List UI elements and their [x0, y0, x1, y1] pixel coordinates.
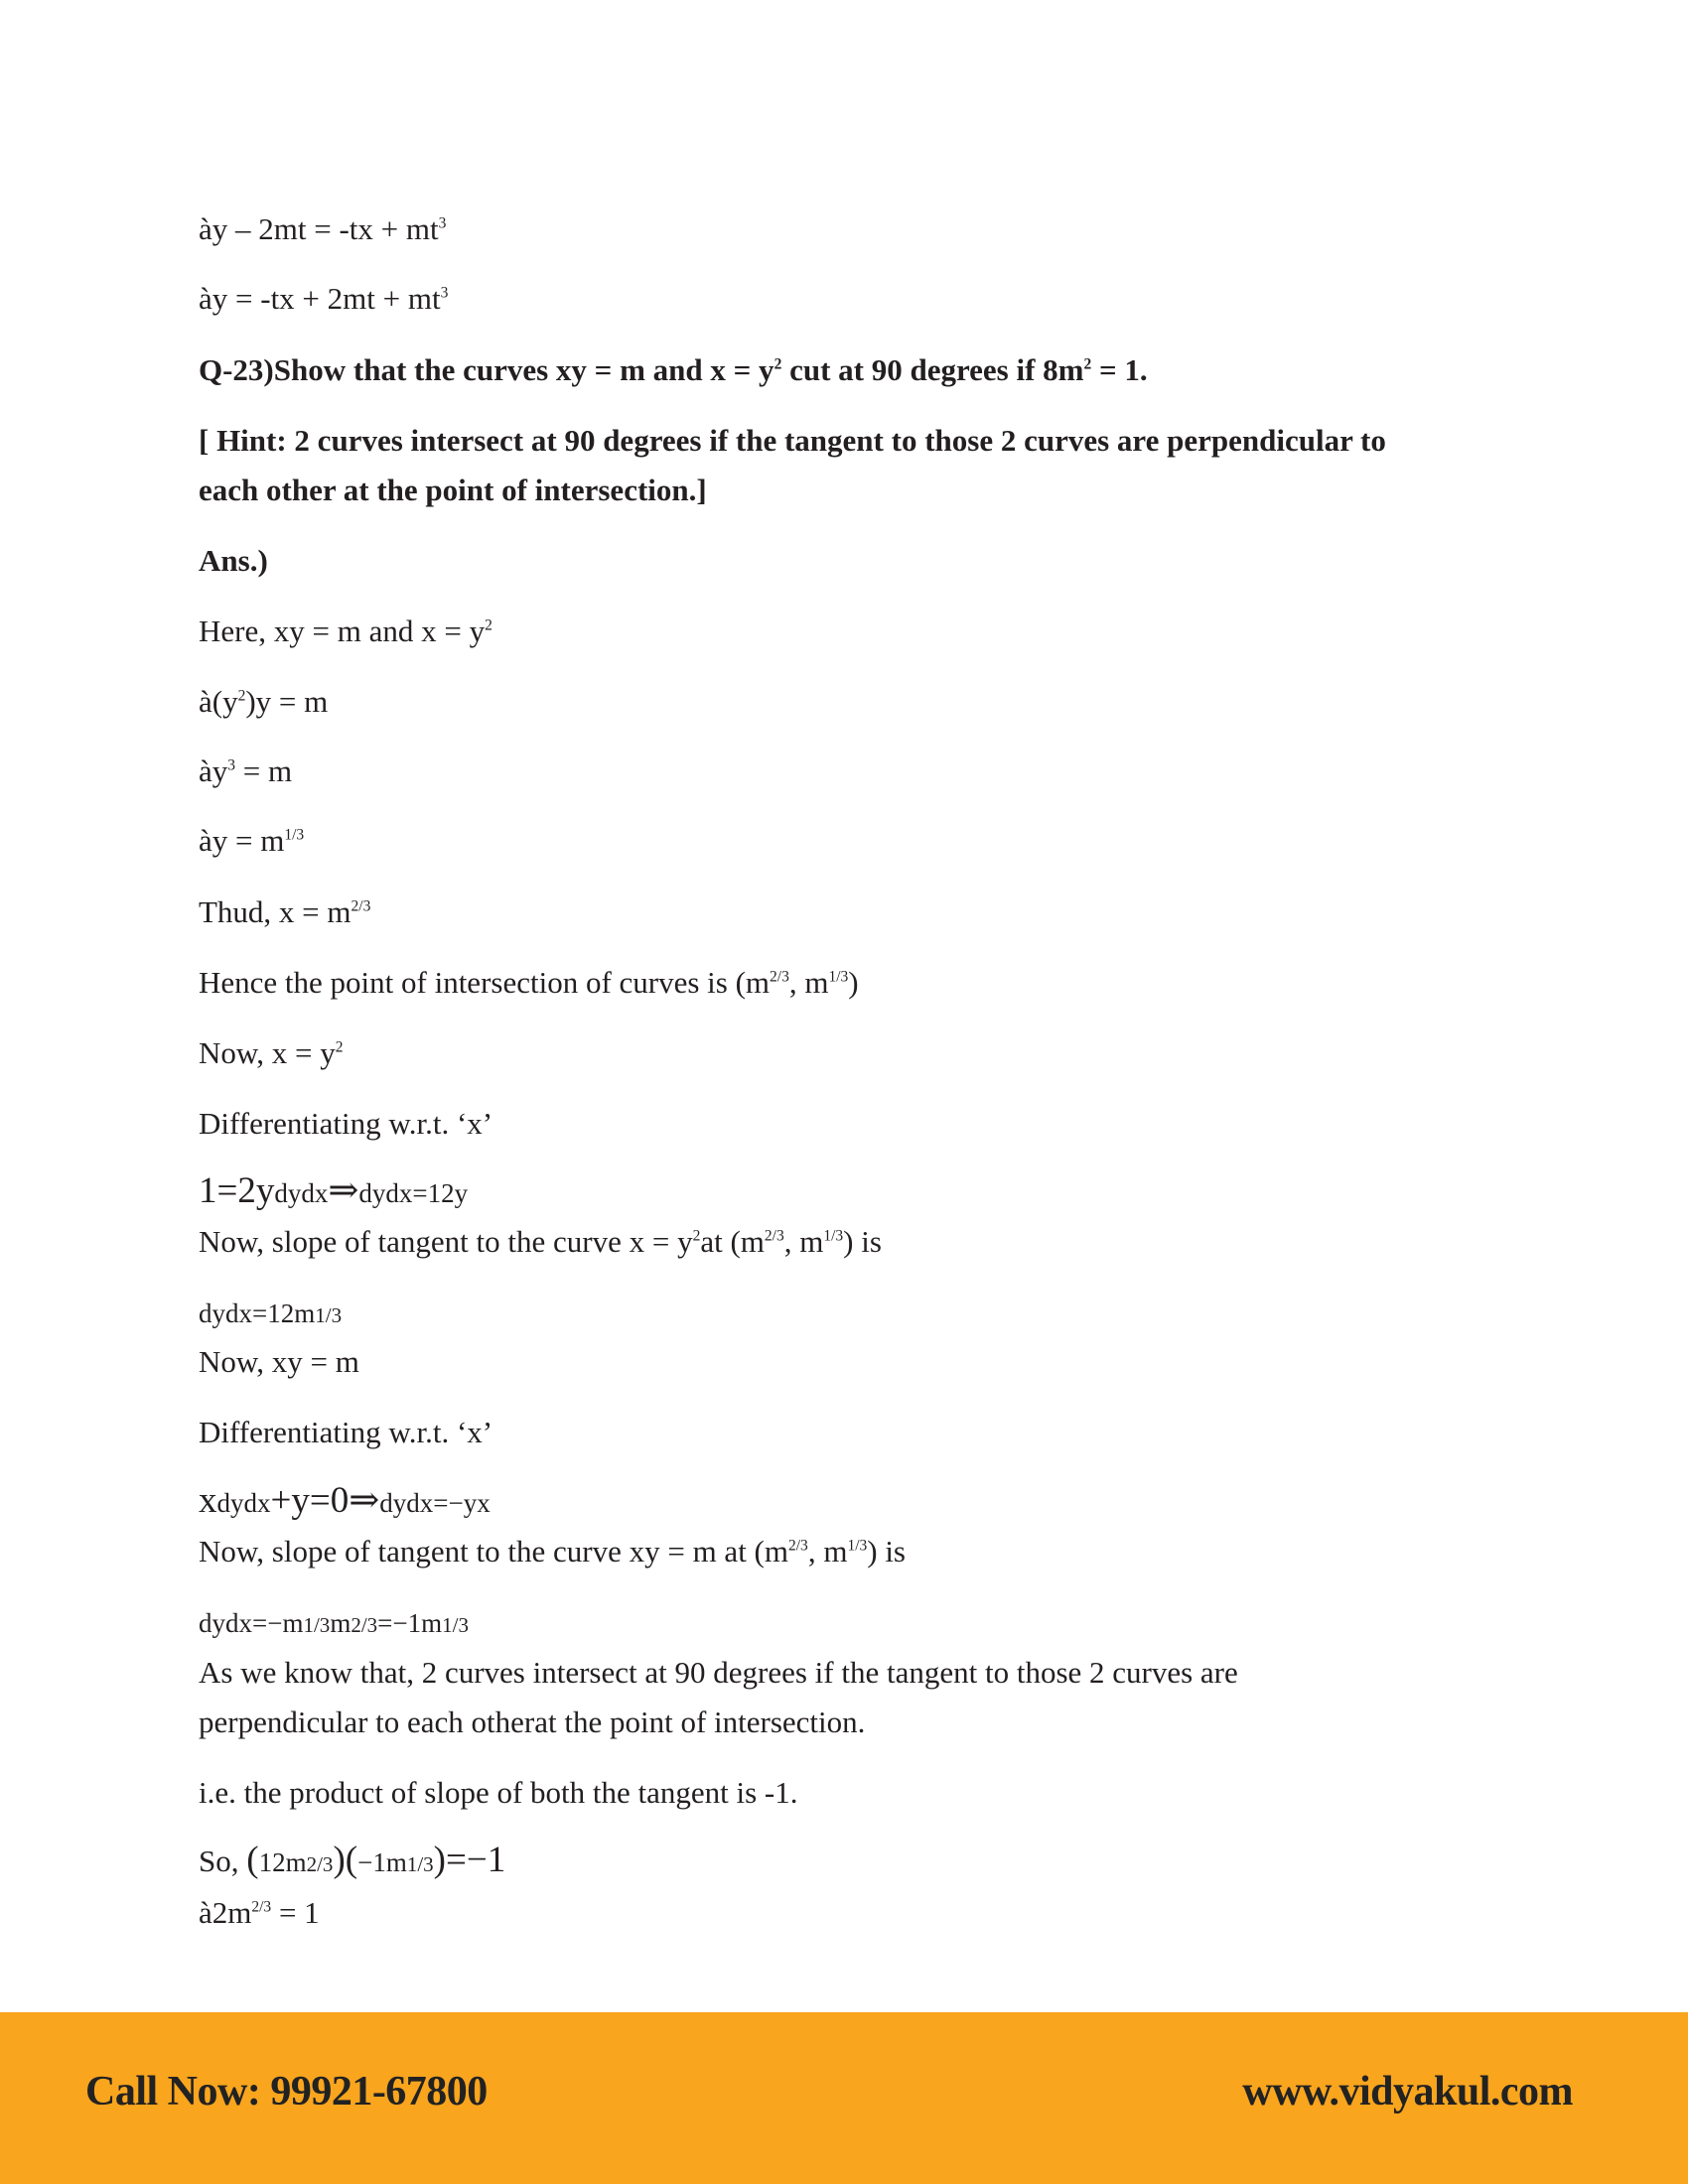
answer-label: Ans.)	[199, 543, 268, 578]
text-line: As we know that, 2 curves intersect at 90 degrees if the tangent to those 2 curves are	[199, 1655, 1238, 1690]
math-line: Here, xy = m and $x = y^2$	[199, 614, 492, 648]
hint-line: [ Hint: 2 curves intersect at 90 degrees if the tangent to those 2 curves are perpendicular to	[199, 423, 1386, 458]
equation-line: dydx=12m1/3	[199, 1298, 343, 1328]
text-line: Differentiating w.r.t. ‘x’	[199, 1106, 493, 1141]
text-line: Now, slope of tangent to the curve xy = m at ($m^{2/3}$, $m^{1/3}$) is	[199, 1534, 906, 1569]
text-line: Hence the point of intersection of curves is ($m^{2/3}$, $m^{1/3}$)	[199, 965, 859, 1000]
math-line: $à(y^2)y = m$	[199, 684, 329, 719]
math-line: ày – $2mt = -tx + mt^3$	[199, 211, 447, 246]
text-line: perpendicular to each otherat the point of intersection.	[199, 1705, 866, 1739]
math-line: ày = $-tx + 2mt + mt^3$	[199, 281, 449, 316]
text-line: i.e. the product of slope of both the tangent is -1.	[199, 1775, 798, 1810]
equation-line: xdydx+y=0⇒dydx=−yx	[199, 1480, 491, 1521]
math-line: Now, $x = y^2$	[199, 1035, 344, 1070]
question-heading: Q-23)Show that the curves xy = m and $x = y^2$ cut at 90 degrees if $8m^2 = 1$.	[199, 352, 1148, 387]
math-line: $à2m^{2/3} = 1$	[199, 1895, 320, 1930]
math-line: Now, xy = m	[199, 1344, 359, 1379]
equation-line: dydx=−m1/3m2/3=−1m1/3	[199, 1608, 469, 1638]
math-line: ày = $m^{1/3}$	[199, 823, 305, 858]
website-link[interactable]: www.vidyakul.com	[1242, 2069, 1573, 2115]
call-now-text: Call Now: 99921-67800	[85, 2069, 488, 2115]
math-line: Thud, $x = m^{2/3}$	[199, 894, 371, 929]
equation-line: 1=2ydydx⇒dydx=12y	[199, 1170, 469, 1211]
hint-line: each other at the point of intersection.]	[199, 473, 707, 507]
text-line: Now, slope of tangent to the curve $x = y^2at$ ($m^{2/3}$, $m^{1/3}$) is	[199, 1224, 882, 1259]
text-line: Differentiating w.r.t. ‘x’	[199, 1415, 493, 1449]
equation-line: So, (12m2/3)(−1m1/3)=−1	[199, 1840, 506, 1880]
math-line: $ày^3 = m$	[199, 753, 293, 788]
footer-banner	[0, 2012, 1688, 2184]
